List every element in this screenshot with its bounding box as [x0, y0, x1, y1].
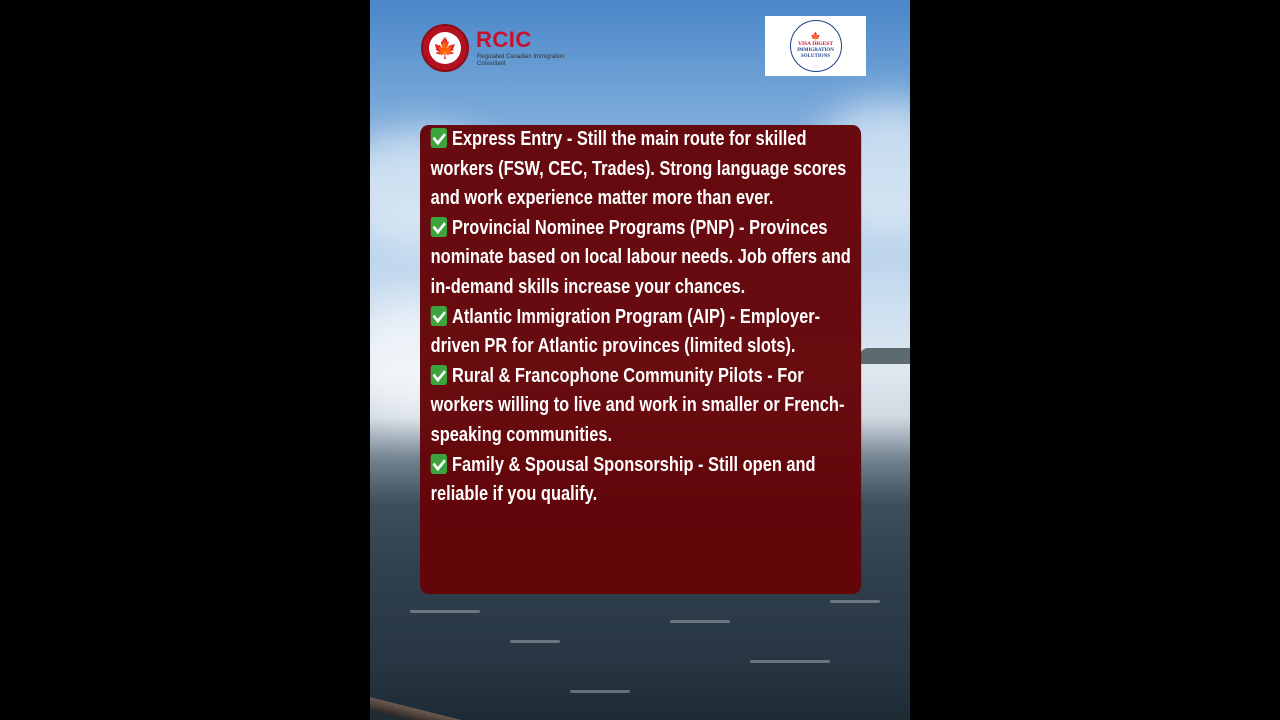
wave [510, 640, 560, 643]
program-list-card [420, 125, 861, 594]
visa-digest-seal [790, 20, 842, 72]
check-mark-icon [431, 365, 447, 385]
list-item [431, 214, 857, 303]
wave [570, 690, 630, 693]
list-item [431, 303, 857, 362]
check-mark-icon [431, 306, 447, 326]
wave [670, 620, 730, 623]
list-item [431, 451, 857, 510]
boat-railing [370, 690, 594, 720]
list-item-text: Family & Spousal Sponsorship - Still open and reliable if you qualify. [430, 453, 816, 506]
maple-leaf-icon: 🍁 [429, 32, 461, 64]
visa-digest-line1: VISA DIGEST [797, 40, 833, 47]
list-item [431, 362, 857, 451]
visa-digest-line3: SOLUTIONS [800, 53, 831, 59]
rcic-title: RCIC [476, 27, 532, 52]
visa-digest-logo [765, 16, 866, 76]
list-item [431, 125, 857, 214]
list-item-text: Rural & Francophone Community Pilots - For workers willing to live and work in smaller or French-speaking communities. [430, 364, 845, 446]
list-item-text: Provincial Nominee Programs (PNP) - Provinces nominate based on local labour needs. Job offers and in-demand skills increase your chances. [430, 216, 851, 298]
rcic-subtitle: Regulated Canadian Immigration Consultant [477, 54, 565, 67]
visa-digest-line2: IMMIGRATION [797, 47, 834, 53]
distant-shore [860, 348, 910, 364]
rcic-logo [421, 24, 565, 76]
wave [410, 610, 480, 613]
wave [750, 660, 830, 663]
wave [830, 600, 880, 603]
maple-leaf-icon: 🍁 [810, 31, 821, 41]
check-mark-icon [431, 454, 447, 474]
list-item-text: Atlantic Immigration Program (AIP) - Employer-driven PR for Atlantic provinces (limited slots). [430, 305, 821, 358]
rcic-seal [421, 24, 469, 72]
check-mark-icon [431, 128, 447, 148]
check-mark-icon [431, 217, 447, 237]
list-item-text: Express Entry - Still the main route for skilled workers (FSW, CEC, Trades). Strong language scores and work experience matter more than ever. [430, 128, 847, 210]
